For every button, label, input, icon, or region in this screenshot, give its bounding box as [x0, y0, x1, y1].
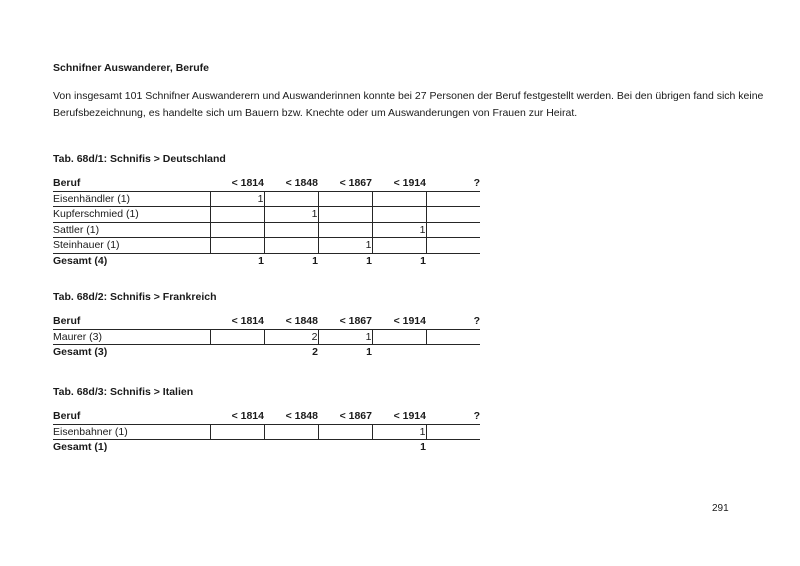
value-cell: 1 — [372, 424, 426, 440]
value-cell — [318, 424, 372, 440]
total-value-cell: 1 — [420, 441, 426, 454]
emigrants-table-frankreich — [53, 314, 480, 360]
total-label: Gesamt (4) — [53, 254, 108, 267]
total-value-cell: 1 — [420, 254, 426, 267]
column-header-1914: < 1914 — [372, 176, 426, 191]
value-cell — [372, 207, 426, 223]
total-row — [53, 345, 480, 360]
total-value-cell — [426, 440, 480, 455]
column-header-1914: < 1914 — [372, 314, 426, 329]
column-header-1814: < 1814 — [210, 409, 264, 424]
column-header-1867: < 1867 — [318, 176, 372, 191]
total-value-cell — [210, 440, 264, 455]
header-row — [53, 409, 480, 424]
total-value-cell: 2 — [312, 346, 318, 359]
value-cell — [372, 238, 426, 254]
value-cell — [264, 238, 318, 254]
beruf-cell: Maurer (3) — [53, 329, 210, 345]
value-cell — [372, 191, 426, 207]
table-row — [53, 222, 480, 238]
header-row — [53, 314, 480, 329]
table-section-frankreich — [53, 291, 480, 360]
table-caption: Tab. 68d/2: Schnifis > Frankreich — [53, 291, 217, 303]
total-value-cell: 1 — [366, 346, 372, 359]
column-header-unknown: ? — [426, 314, 480, 329]
table-row — [53, 329, 480, 345]
value-cell: 1 — [318, 238, 372, 254]
total-value-cell: 1 — [366, 254, 372, 267]
table-row — [53, 424, 480, 440]
header-row — [53, 176, 480, 191]
value-cell: 1 — [264, 207, 318, 223]
beruf-cell: Steinhauer (1) — [53, 238, 210, 254]
table-row — [53, 238, 480, 254]
table-row — [53, 191, 480, 207]
emigrants-table-italien — [53, 409, 480, 455]
column-header-1848: < 1848 — [264, 176, 318, 191]
total-row — [53, 440, 480, 455]
column-header-1867: < 1867 — [318, 409, 372, 424]
column-header-beruf: Beruf — [53, 176, 210, 191]
beruf-cell: Sattler (1) — [53, 222, 210, 238]
table-section-deutschland — [53, 153, 480, 268]
table-caption: Tab. 68d/1: Schnifis > Deutschland — [53, 153, 226, 165]
value-cell — [372, 329, 426, 345]
value-cell: 1 — [372, 222, 426, 238]
emigrants-table-deutschland — [53, 176, 480, 268]
value-cell — [426, 424, 480, 440]
value-cell — [318, 191, 372, 207]
column-header-1867: < 1867 — [318, 314, 372, 329]
column-header-unknown: ? — [426, 176, 480, 191]
value-cell — [264, 191, 318, 207]
page-heading: Schnifner Auswanderer, Berufe — [53, 62, 209, 74]
value-cell — [426, 329, 480, 345]
value-cell — [426, 191, 480, 207]
total-value-cell — [426, 345, 480, 360]
total-value-cell: 1 — [312, 254, 318, 267]
value-cell — [318, 207, 372, 223]
value-cell — [210, 222, 264, 238]
value-cell — [264, 424, 318, 440]
value-cell — [264, 222, 318, 238]
column-header-beruf: Beruf — [53, 409, 210, 424]
value-cell — [426, 222, 480, 238]
column-header-1914: < 1914 — [372, 409, 426, 424]
total-row — [53, 253, 480, 268]
beruf-cell: Eisenhändler (1) — [53, 191, 210, 207]
value-cell — [210, 329, 264, 345]
total-value-cell — [210, 345, 264, 360]
column-header-beruf: Beruf — [53, 314, 210, 329]
total-label: Gesamt (3) — [53, 346, 108, 359]
beruf-cell: Kupferschmied (1) — [53, 207, 210, 223]
total-value-cell — [264, 440, 318, 455]
column-header-1848: < 1848 — [264, 314, 318, 329]
table-caption: Tab. 68d/3: Schnifis > Italien — [53, 386, 194, 398]
table-section-italien — [53, 386, 480, 455]
value-cell — [426, 238, 480, 254]
value-cell: 2 — [264, 329, 318, 345]
value-cell — [318, 222, 372, 238]
value-cell: 1 — [318, 329, 372, 345]
value-cell — [210, 207, 264, 223]
column-header-unknown: ? — [426, 409, 480, 424]
total-label: Gesamt (1) — [53, 441, 108, 454]
value-cell — [426, 207, 480, 223]
table-row — [53, 207, 480, 223]
beruf-cell: Eisenbahner (1) — [53, 424, 210, 440]
total-value-cell — [372, 345, 426, 360]
value-cell — [210, 238, 264, 254]
column-header-1814: < 1814 — [210, 176, 264, 191]
total-value-cell: 1 — [258, 254, 264, 267]
page-number: 291 — [712, 503, 729, 514]
total-value-cell — [426, 253, 480, 268]
column-header-1848: < 1848 — [264, 409, 318, 424]
value-cell: 1 — [210, 191, 264, 207]
total-value-cell — [318, 440, 372, 455]
column-header-1814: < 1814 — [210, 314, 264, 329]
intro-paragraph: Von insgesamt 101 Schnifner Auswanderern und Auswanderinnen konnte bei 27 Personen der Beruf festgestellt werden. Bei den übrigen fand sich keine Berufsbezeichnung, es handelte sich um Bauern bzw. Knechte oder um Auswanderungen von Frauen zur Heirat. — [53, 90, 764, 119]
value-cell — [210, 424, 264, 440]
